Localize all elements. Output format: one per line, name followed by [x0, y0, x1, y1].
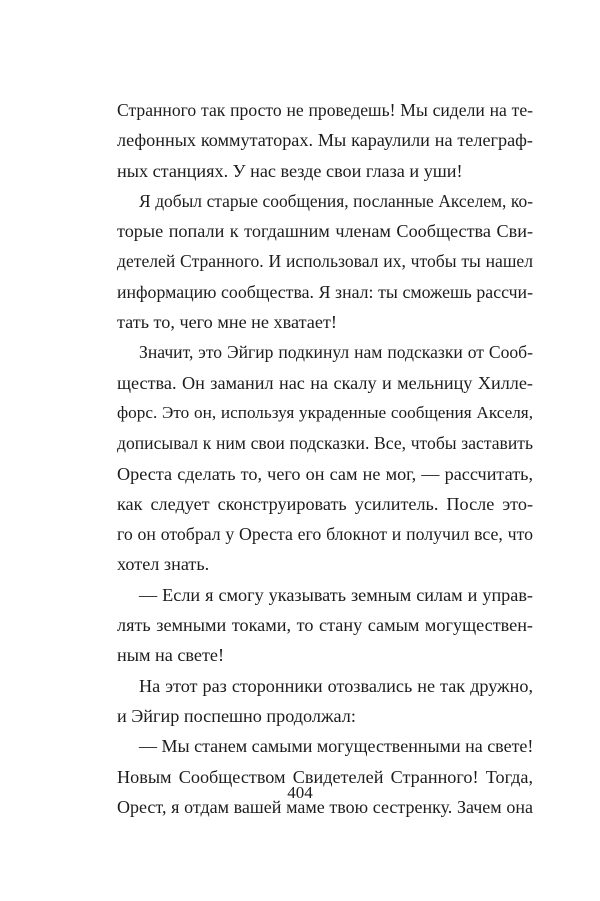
text-line: детелей Странного. И использовал их, чтобы ты нашел: [117, 251, 533, 272]
text-line: — Если я смогу указывать земным силам и управ-: [139, 584, 533, 605]
text-line: ных станциях. У нас везде свои глаза и уши!: [117, 160, 463, 181]
text-line: как следует сконструировать усилитель. После это-: [117, 493, 533, 514]
text-line: лефонных коммутаторах. Мы караулили на телеграф-: [117, 130, 533, 151]
page-number: 404: [287, 783, 313, 802]
text-line: Я добыл старые сообщения, посланные Акселем, ко-: [139, 190, 533, 211]
text-line: На этот раз сторонники отозвались не так дружно,: [139, 675, 533, 696]
text-line: торые попали к тогдашним членам Сообщества Сви-: [117, 221, 533, 242]
text-line: информацию сообщества. Я знал: ты сможешь рассчи-: [117, 281, 533, 302]
text-line: Ореста сделать то, чего он сам не мог, — рассчитать,: [117, 463, 533, 484]
text-line: Новым Сообществом Свидетелей Странного! Тогда,: [117, 766, 533, 787]
text-line: Значит, это Эйгир подкинул нам подсказки от Сооб-: [139, 342, 533, 363]
text-line: Странного так просто не проведешь! Мы сидели на те-: [117, 100, 533, 120]
text-line: и Эйгир поспешно продолжал:: [117, 705, 356, 726]
text-line: ным на свете!: [117, 645, 225, 666]
text-line: лять земными токами, то стану самым могуществен-: [117, 615, 533, 636]
text-line: хотел знать.: [117, 554, 210, 575]
text-line: тать то, чего мне не хватает!: [117, 312, 337, 333]
text-line: форс. Это он, используя украденные сообщения Акселя,: [117, 402, 533, 422]
text-line: щества. Он заманил нас на скалу и мельницу Хилле-: [117, 372, 533, 393]
text-line: — Мы станем самыми могущественными на свете!: [139, 736, 534, 757]
body-text: [117, 95, 533, 822]
text-line: дописывал к ним свои подсказки. Все, чтобы заставить: [117, 433, 533, 454]
text-line: Орест, я отдам вашей маме твою сестренку. Зачем она: [117, 796, 533, 817]
text-line: го он отобрал у Ореста его блокнот и получил все, что: [117, 524, 533, 545]
